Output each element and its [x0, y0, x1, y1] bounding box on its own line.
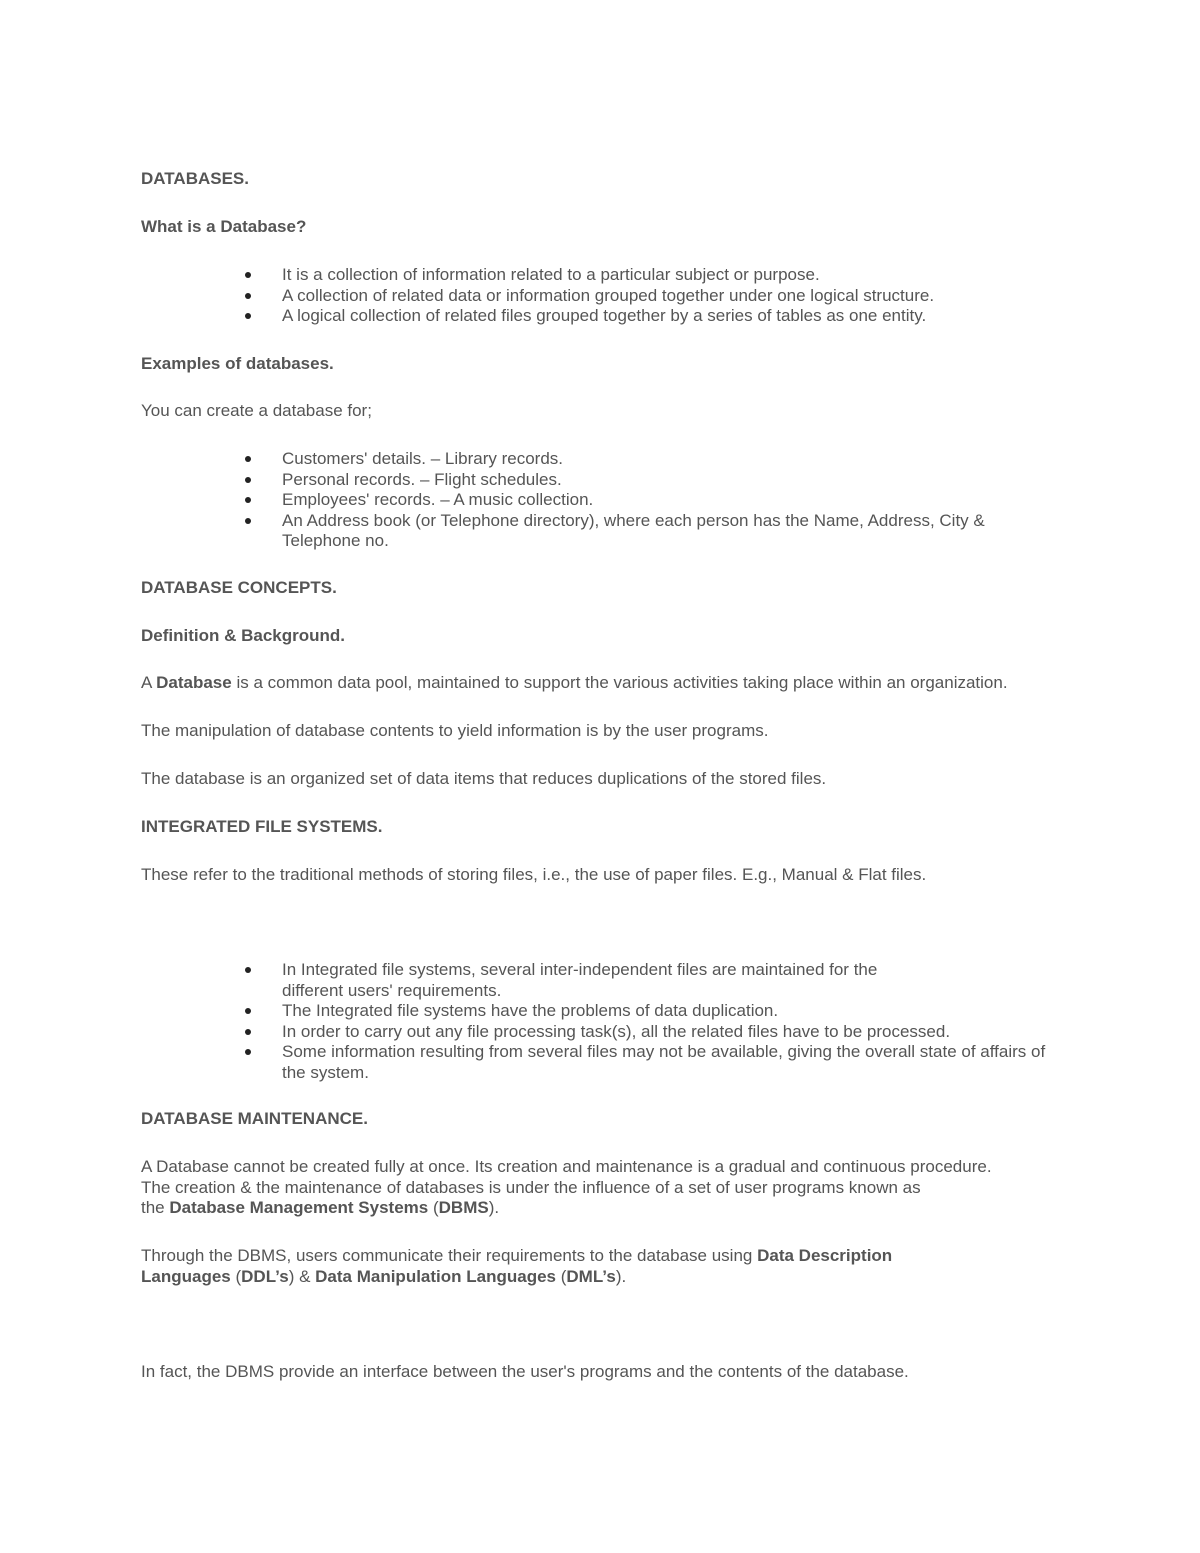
heading-database-maintenance: DATABASE MAINTENANCE.: [141, 1109, 368, 1128]
definition-paragraph: A Database is a common data pool, maintained to support the various activities taking place within an organization.: [141, 673, 1008, 692]
bullet-icon: [245, 518, 251, 524]
bullet-icon: [245, 313, 251, 319]
organized-set-paragraph: The database is an organized set of data items that reduces duplications of the stored files.: [141, 769, 827, 788]
bullet-icon: [245, 1008, 251, 1014]
list-item: Employees' records. – A music collection.: [141, 490, 1071, 511]
list-item: An Address book (or Telephone directory), where each person has the Name, Address, City & Telephone no.: [141, 511, 1071, 552]
list-item: A logical collection of related files grouped together by a series of tables as one entity.: [141, 306, 1071, 327]
list-item: It is a collection of information related to a particular subject or purpose.: [141, 265, 1071, 286]
heading-database-concepts: DATABASE CONCEPTS.: [141, 578, 337, 597]
interface-paragraph: In fact, the DBMS provide an interface between the user's programs and the contents of the database.: [141, 1362, 909, 1381]
bullet-list-definitions: [141, 265, 1071, 327]
heading-what-is-database: What is a Database?: [141, 217, 307, 236]
list-item: The Integrated file systems have the problems of data duplication.: [141, 1001, 1071, 1022]
bullet-icon: [245, 1049, 251, 1055]
list-item: A collection of related data or information grouped together under one logical structure.: [141, 286, 1071, 307]
list-item: Personal records. – Flight schedules.: [141, 470, 1071, 491]
bullet-icon: [245, 967, 251, 973]
bullet-icon: [245, 497, 251, 503]
integrated-intro: These refer to the traditional methods of storing files, i.e., the use of paper files. E.g., Manual & Flat files.: [141, 865, 927, 884]
heading-databases: DATABASES.: [141, 169, 249, 188]
dbms-languages-paragraph: Through the DBMS, users communicate their requirements to the database using Data Description Languages (DDL’s) & Data Manipulation Languages (DML’s).: [141, 1246, 893, 1286]
list-item: Customers' details. – Library records.: [141, 449, 1071, 470]
bullet-icon: [245, 477, 251, 483]
bullet-icon: [245, 1029, 251, 1035]
bullet-icon: [245, 456, 251, 462]
examples-intro: You can create a database for;: [141, 401, 372, 420]
bullet-list-examples: [141, 449, 1071, 552]
list-item: In order to carry out any file processing task(s), all the related files have to be processed.: [141, 1022, 1071, 1043]
manipulation-paragraph: The manipulation of database contents to yield information is by the user programs.: [141, 721, 769, 740]
maintenance-paragraph: A Database cannot be created fully at once. Its creation and maintenance is a gradual and continuous procedure. The creation & the maintenance of databases is under the influence of a set of user programs known as the Database Management Systems (DBMS).: [141, 1157, 992, 1217]
list-item: In Integrated file systems, several inter-independent files are maintained for the different users' requirements.: [141, 960, 1071, 1001]
bullet-icon: [245, 272, 251, 278]
bullet-list-integrated: [141, 960, 1071, 1083]
heading-definition-background: Definition & Background.: [141, 626, 345, 645]
heading-examples: Examples of databases.: [141, 354, 334, 373]
heading-integrated-file-systems: INTEGRATED FILE SYSTEMS.: [141, 817, 383, 836]
list-item: Some information resulting from several files may not be available, giving the overall state of affairs of the system.: [141, 1042, 1071, 1083]
bullet-icon: [245, 293, 251, 299]
